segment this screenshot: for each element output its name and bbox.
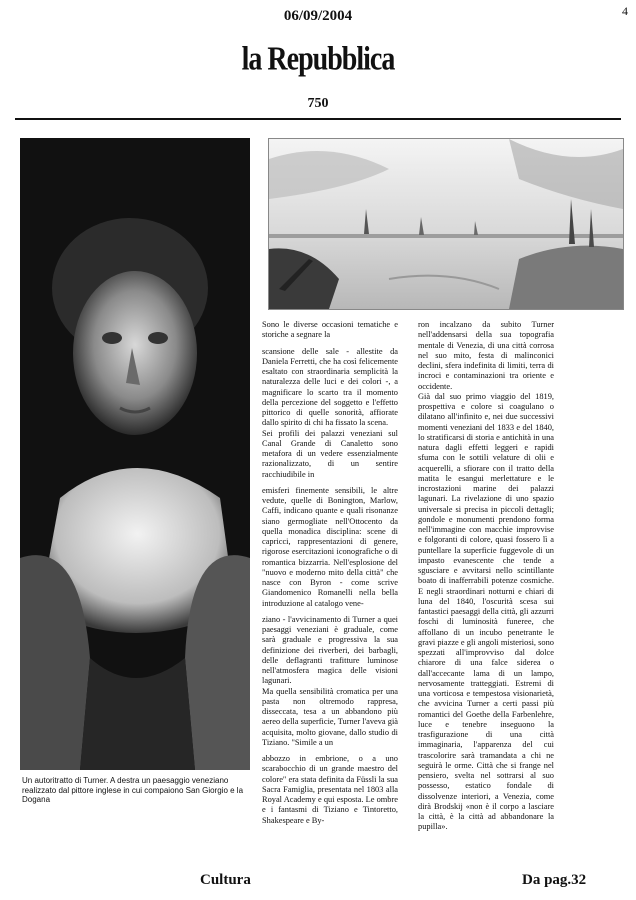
page-number: 4	[622, 4, 628, 18]
article-paragraph: abbozzo in embrione, o a uno scarabocchio di un grande maestro del colore" era stata definita da Füssli la sua Sacra Famiglia, presentata nel 1803 alla Royal Academy e qui esposta. Le ombre e i fantasmi di Tiziano e Tintoretto, Shakespeare e By-	[262, 754, 398, 825]
article-paragraph: ron incalzano da subito Turner nell'addensarsi della sua topografia mentale di Venezia, di una città corrosa nel suo mito, festa di malinconici declini, sfera indefinita di limiti, terra di incroci e contaminazioni tra oriente e occidente.	[418, 320, 554, 391]
article-paragraph: scansione delle sale - allestite da Daniela Ferretti, che ha così felicemente esaltato con straordinaria semplicità la naturalezza delle luci e dei colori -, a magnificare lo scarto tra il momento della percezione del soggetto e l'effetto pittorico di quelle sonorità, affiorate dallo spirito di chi ha fissato la scena.	[262, 346, 398, 428]
article-column-1	[262, 320, 398, 826]
article-paragraph: Ma quella sensibilità cromatica per una pasta non oltremodo rappresa, disseccata, tesa a un abbandono più aereo della superficie, Turner l'aveva già acquisita, molto giovane, dallo studio di Tiziano. "Simile a un	[262, 686, 398, 747]
article-paragraph: emisferi finemente sensibili, le altre vedute, quelle di Bonington, Marlow, Caffi, indicano quante e quali risonanze siano germogliate nell'Ottocento da quella monadica disciplina: scene di capricci, rappresentazioni di genere, rigorose esercitazioni iconografiche o di romantica bizzarria. Nell'esplosione del "nuovo e moderno mito della città" che nasce con Byron - come scrive Giandomenico Romanelli nella bella introduzione al catalogo vene-	[262, 485, 398, 608]
section-label: Cultura	[200, 872, 251, 888]
article-column-2	[418, 320, 554, 833]
figure-caption: Un autoritratto di Turner. A destra un paesaggio veneziano realizzato dal pittore inglese in cui compaiono San Giorgio e la Dogana	[22, 776, 244, 805]
publication-date: 06/09/2004	[283, 8, 353, 24]
article-paragraph: Già dal suo primo viaggio del 1819, prospettiva e colore si coagulano o dilatano all'infinito e, nei due successivi momenti veneziani del 1833 e del 1840, lo stratificarsi di storia e antichità in una natura dagli effetti leggeri e rapidi sfuma con le sottili velature di olii e acquerelli, a sfiorare con il tratto della matita le esangui merlettature e le incrostazioni marine dei palazzi lagunari. La rivelazione di uno spazio universale si precisa in piccoli dettagli; gondole e monumenti prendono forma nell'immagine con macchie improvvise e folgoranti di colore, quasi fossero lì a puntellare la superficie fuggevole di un impasto evanescente che tende a sgusciare e avvitarsi nello scintillante boato di inafferrabili potenze cosmiche. E negli straordinari notturni e chiari di luna del 1840, l'oscurità scesa sui fantastici paesaggi della città, gli azzurri foschi di luminosità funeree, che affollano di un incubo penetrante le gravi piazze e gli angoli misteriosi, sono spezzati all'improvviso dal dolce chiarore di una falce siderea o dall'accecante lama di un lampo, nervosamente tratteggiati. Estremi di una vorticosa e tempestosa visionarietà, che avvicina Turner a certi passi più romantici del Goethe della Farbenlehre, luce e tenebre inseguono la trasfigurazione di una città immaginaria, l'apparenza del cui trascolorire sarà tramandata a chi ne seguirà le orme. Città che si frange nel pensiero, svelta nel sottrarsi al suo possesso, estatico fondale di dissolvenze interiori, a Venezia, come dirà Brodskij «non è il corpo a lasciare la città, è la città ad abbandonare la pupilla».	[418, 391, 554, 832]
article-paragraph: Sono le diverse occasioni tematiche e storiche a segnare la	[262, 320, 398, 340]
header-rule	[15, 118, 621, 120]
article-paragraph: Sei profili dei palazzi veneziani sul Canal Grande di Canaletto sono metafora di un vedere essenzialmente razionalizzato, di un sentire racchiudibile in	[262, 428, 398, 479]
article-paragraph: ziano - l'avvicinamento di Turner a quei paesaggi veneziani è graduale, come sarà graduale e progressiva la sua definizione dei riverberi, dei barbagli, delle deflagranti trafitture luminose nell'atmosfera magica delle visioni lagunari.	[262, 614, 398, 686]
newspaper-masthead: la Repubblica	[241, 40, 395, 78]
issue-number: 750	[307, 96, 329, 111]
turner-self-portrait-image	[20, 138, 250, 770]
continued-from-label: Da pag.32	[522, 872, 587, 888]
venetian-landscape-image	[268, 138, 624, 310]
